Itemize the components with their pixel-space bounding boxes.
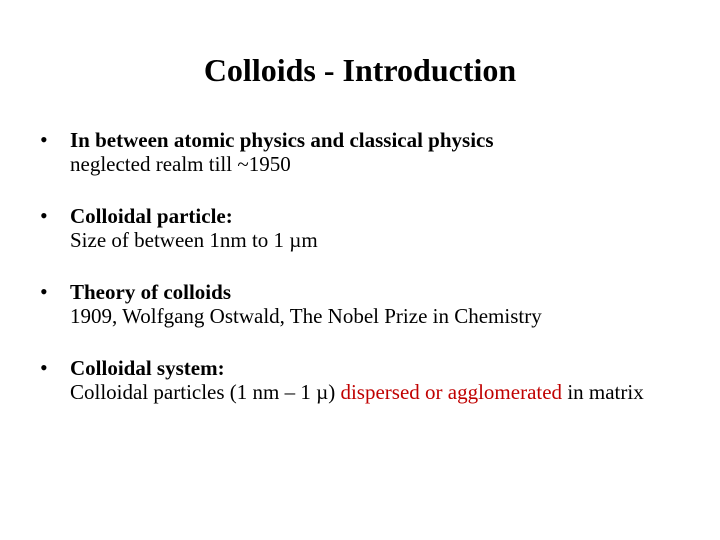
body-text: Colloidal particles (1 nm – 1 µ) <box>70 380 341 404</box>
bullet-item <box>40 204 680 252</box>
highlight-text: dispersed or agglomerated <box>340 380 563 404</box>
bullet-icon: • <box>40 355 48 380</box>
bullet-body: 1909, Wolfgang Ostwald, The Nobel Prize in Chemistry <box>70 304 542 328</box>
bullet-icon: • <box>40 279 48 304</box>
slide-title: Colloids - Introduction <box>203 52 517 88</box>
bullet-item <box>40 356 680 404</box>
bullet-heading: Theory of colloids <box>70 280 231 304</box>
bullet-body: Size of between 1nm to 1 µm <box>70 228 318 252</box>
body-text: in matrix <box>562 380 644 404</box>
bullet-heading: In between atomic physics and classical physics <box>70 128 494 152</box>
bullet-item <box>40 280 680 328</box>
bullet-body: neglected realm till ~1950 <box>70 152 291 176</box>
bullet-item <box>40 128 680 176</box>
bullet-icon: • <box>40 127 48 152</box>
bullet-heading: Colloidal system: <box>70 356 225 380</box>
bullet-list <box>40 128 680 432</box>
bullet-heading: Colloidal particle: <box>70 204 233 228</box>
bullet-body <box>70 380 680 404</box>
bullet-icon: • <box>40 203 48 228</box>
